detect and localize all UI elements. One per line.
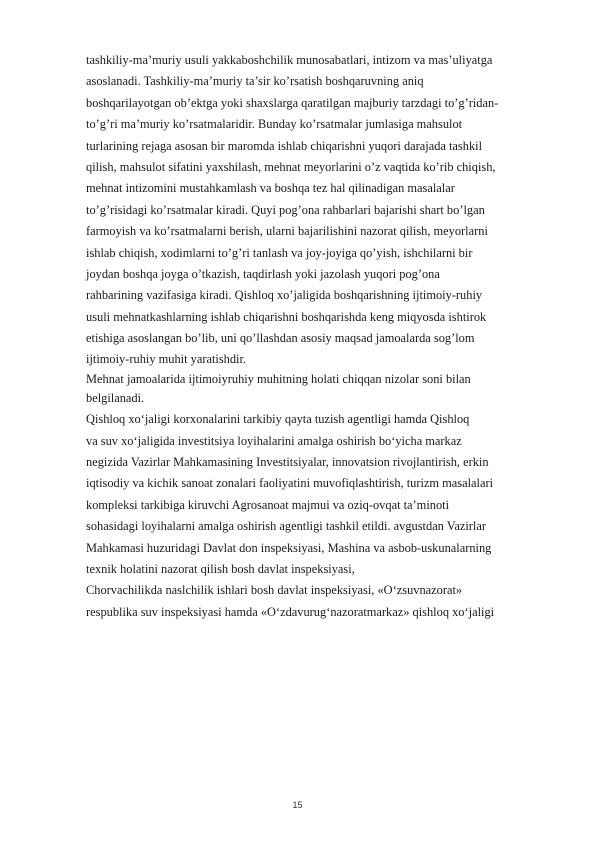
text-line: tashkiliy-ma’muriy usuli yakkaboshchilik munosabatlari, intizom va mas’uliyatga [86, 53, 493, 67]
text-line: va suv xo‘jaligida investitsiya loyihalarini amalga oshirish bo‘yicha markaz [86, 433, 462, 448]
text-line: rahbarining vazifasiga kiradi. Qishloq xo’jaligida boshqarishning ijtimoiy-ruhiy [86, 288, 483, 303]
text-line: usuli mehnatkashlarning ishlab chiqarishni boshqarishda keng miqyosda ishtirok [86, 309, 487, 324]
text-line: Mahkamasi huzuridagi Davlat don inspeksiyasi, Mashina va asbob-uskunalarning [86, 540, 492, 555]
text-line: ijtimoiy-ruhiy muhit yaratishdir. [86, 352, 247, 367]
text-line: to’g’ri ma’muriy ko’rsatmalaridir. Bunday ko’rsatmalar jumlasiga mahsulot [86, 117, 463, 132]
text-line: Mehnat jamoalarida ijtimoiyruhiy muhitning holati chiqqan nizolar soni bilan [86, 371, 471, 386]
text-line: kompleksi tarkibiga kiruvchi Agrosanoat majmui va oziq-ovqat ta’minoti [86, 497, 450, 512]
text-line: asoslanadi. Tashkiliy-ma’muriy ta’sir ko’rsatish boshqaruvning aniq [86, 74, 424, 89]
text-line: negizida Vazirlar Mahkamasining Investitsiyalar, innovatsion rivojlantirish, erkin [86, 455, 489, 470]
text-line: ishlab chiqish, xodimlarni to’g’ri tanlash va joy-joyiga qo’yish, ishchilarni bir [86, 245, 473, 260]
text-line: joydan boshqa joyga o’tkazish, taqdirlash yoki jazolash yuqori pog’ona [86, 266, 440, 281]
text-line: turlarining rejaga asosan bir maromda ishlab chiqarishni yuqori darajada tashkil [86, 138, 483, 153]
text-line: mehnat intizomini mustahkamlash va boshqa tez hal qilinadigan masalalar [86, 181, 455, 196]
text-line: qilish, mahsulot sifatini yaxshilash, mehnat meyorlarini o’z vaqtida ko’rib chiqish, [86, 159, 496, 174]
text-line: to’g’risidagi ko’rsatmalar kiradi. Quyi pog’ona rahbarlari bajarishi shart bo’lgan [86, 202, 485, 217]
text-line: Chorvachilikda naslchilik ishlari bosh davlat inspeksiyasi, «O‘zsuvnazorat» [86, 583, 463, 598]
text-line: farmoyish va ko’rsatmalarni berish, ularni bajarilishini nazorat qilish, meyorlarni [86, 224, 488, 239]
page-number: 15 [292, 800, 303, 810]
text-line: iqtisodiy va kichik sanoat zonalari faoliyatini muvofiqlashtirish, turizm masalalari [86, 476, 494, 491]
text-line: respublika suv inspeksiyasi hamda «O‘zdavurug‘nazoratmarkaz» qishloq xo‘jaligi [86, 604, 495, 619]
text-line: sohasidagi loyihalarni amalga oshirish agentligi tashkil etildi. avgustdan Vazirlar [86, 519, 486, 534]
text-line: Qishloq xo‘jaligi korxonalarini tarkibiy qayta tuzish agentligi hamda Qishloq [86, 412, 470, 427]
text-line: belgilanadi. [86, 390, 145, 405]
text-line: etishiga asoslangan bo’lib, uni qo’llashdan asosiy maqsad jamoalarda sog’lom [86, 331, 475, 346]
text-line: texnik holatini nazorat qilish bosh davlat inspeksiyasi, [86, 561, 355, 576]
text-line: boshqarilayotgan ob’ektga yoki shaxslarga qaratilgan majburiy tarzdagi to’g’ridan- [86, 95, 499, 110]
body-text [86, 50, 556, 623]
